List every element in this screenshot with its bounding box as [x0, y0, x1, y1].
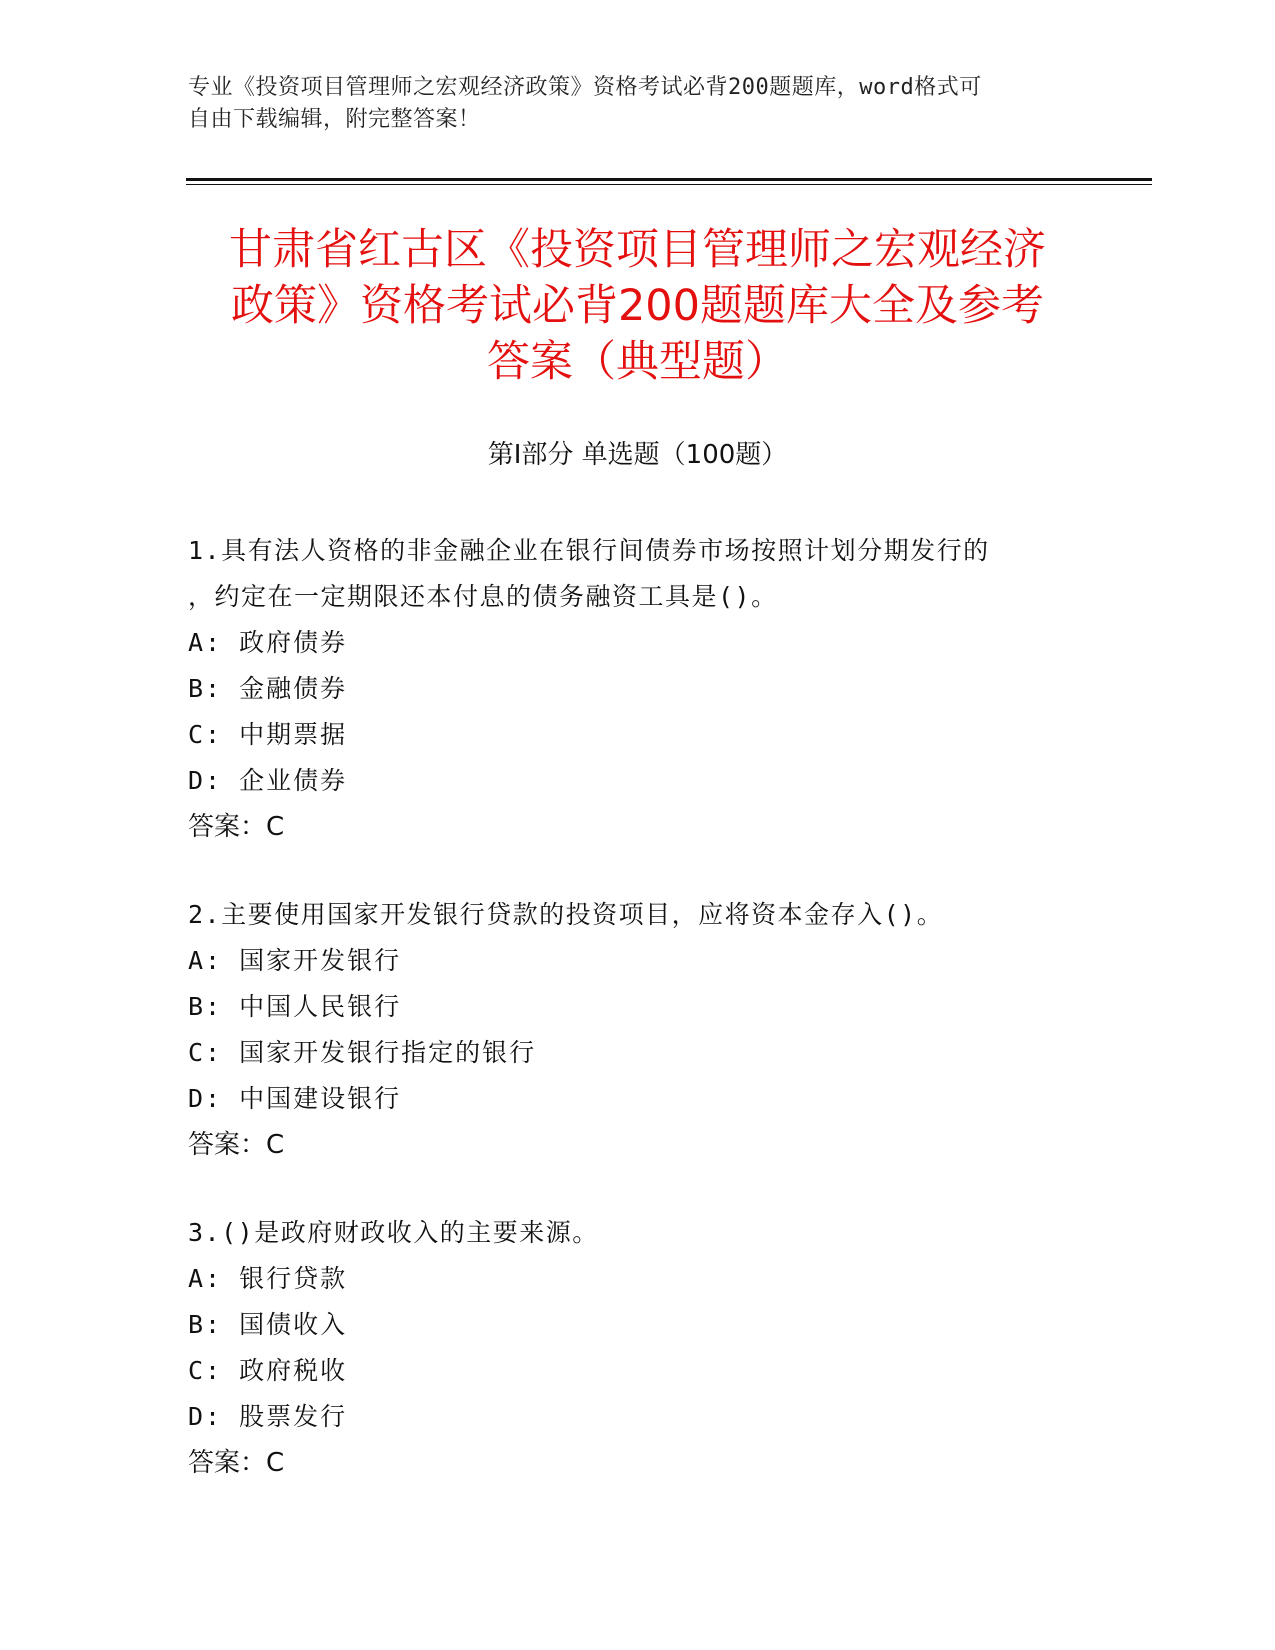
- option-b: B: 国债收入: [188, 1310, 348, 1339]
- question-text-line-1: 3.()是政府财政收入的主要来源。: [188, 1218, 599, 1247]
- question-text-line-1: 1.具有法人资格的非金融企业在银行间债券市场按照计划分期发行的: [188, 536, 990, 565]
- option-d: D: 股票发行: [188, 1402, 348, 1431]
- section-heading: 第Ⅰ部分 单选题（100题）: [487, 440, 788, 470]
- header-rule-thick: [186, 178, 1152, 181]
- option-a: A: 政府债券: [188, 628, 348, 657]
- option-c: C: 中期票据: [188, 720, 348, 749]
- option-b: B: 中国人民银行: [188, 992, 402, 1021]
- option-d: D: 中国建设银行: [188, 1084, 402, 1113]
- document-title-line-3: 答案（典型题）: [487, 337, 788, 387]
- option-a: A: 国家开发银行: [188, 946, 402, 975]
- header-rule-thin: [186, 184, 1152, 185]
- document-title: [180, 222, 1095, 390]
- question-2: [188, 892, 1068, 1168]
- answer: 答案：C: [188, 812, 285, 842]
- option-d: D: 企业债券: [188, 766, 348, 795]
- question-list: [188, 528, 1068, 1528]
- header-note: [188, 72, 1068, 136]
- header-note-line-1: 专业《投资项目管理师之宏观经济政策》资格考试必背200题题库，word格式可: [188, 75, 982, 100]
- header-note-line-2: 自由下载编辑，附完整答案！: [188, 107, 481, 132]
- option-a: A: 银行贷款: [188, 1264, 348, 1293]
- answer: 答案：C: [188, 1448, 285, 1478]
- question-text-line-2: ，约定在一定期限还本付息的债务融资工具是()。: [188, 582, 778, 611]
- question-text-line-1: 2.主要使用国家开发银行贷款的投资项目，应将资本金存入()。: [188, 900, 944, 929]
- option-b: B: 金融债券: [188, 674, 348, 703]
- document-title-line-2: 政策》资格考试必背200题题库大全及参考: [230, 281, 1045, 331]
- document-title-line-1: 甘肃省红古区《投资项目管理师之宏观经济: [229, 225, 1046, 275]
- question-3: [188, 1210, 1068, 1486]
- answer: 答案：C: [188, 1130, 285, 1160]
- option-c: C: 国家开发银行指定的银行: [188, 1038, 537, 1067]
- question-1: [188, 528, 1068, 850]
- option-c: C: 政府税收: [188, 1356, 348, 1385]
